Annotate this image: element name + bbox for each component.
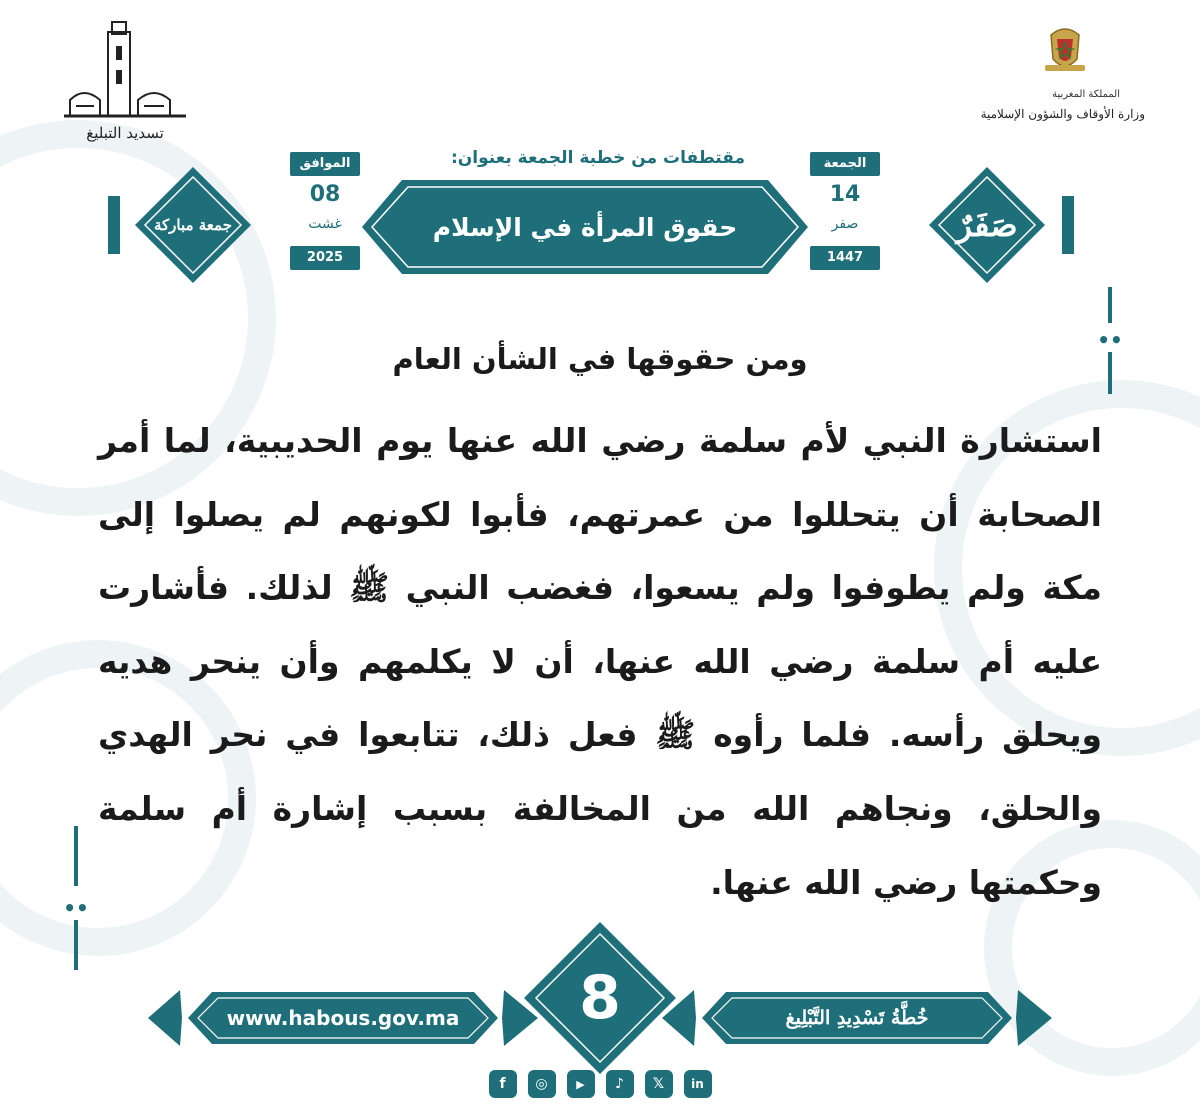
ministry-logo — [965, 25, 1145, 135]
gregorian-year: 2025 — [290, 246, 360, 270]
hijri-month: صفر — [831, 216, 859, 232]
left-ornament-line — [74, 920, 78, 970]
left-ornament-icon: •• — [63, 896, 89, 920]
plan-banner — [662, 986, 1052, 1050]
gregorian-month: غشت — [308, 216, 342, 232]
mosque-icon — [60, 20, 190, 124]
title-banner — [350, 180, 820, 274]
ministry-name: وزارة الأوقاف والشؤون الإسلامية — [980, 107, 1145, 121]
right-ornament-line — [1108, 287, 1112, 323]
hijri-day: 14 — [829, 182, 861, 207]
section-heading: ومن حقوقها في الشأن العام — [392, 342, 808, 376]
tiktok-icon[interactable]: ♪ — [606, 1070, 634, 1098]
website-banner — [148, 986, 538, 1050]
plan-label: خُطَّةُ تَسْدِيدِ التَّبْلِيغ — [785, 1007, 929, 1029]
khutba-title: حقوق المرأة في الإسلام — [432, 212, 738, 242]
jumua-badge — [133, 165, 253, 285]
right-ornament-icon: •• — [1097, 328, 1123, 352]
coat-of-arms-icon — [1043, 25, 1087, 75]
gregorian-date — [290, 152, 360, 272]
page-number-badge — [522, 920, 678, 1076]
page-number: 8 — [579, 963, 621, 1033]
right-ornament-line — [1108, 352, 1112, 394]
body-paragraph: استشارة النبي لأم سلمة رضي الله عنها يوم الحديبية، لما أمر الصحابة أن يتحللوا من عمرتهم، فأبوا لكونهم لم يصلوا إلى مكة ولم يطوفوا ولم يسعوا، فغضب النبي ﷺ لذلك. فأشارت عليه أم سلمة رضي الله عنها، أن لا يكلمهم وأن ينحر هديه ويحلق رأسه. فلما رأوه ﷺ فعل ذلك، تتابعوا في نحر الهدي والحلق، ونجاهم الله من المخالفة بسبب إشارة أم سلمة وحكمتها رضي الله عنها. — [98, 421, 1102, 902]
left-side-bar — [108, 196, 120, 254]
gregorian-day: 08 — [309, 182, 341, 207]
gregorian-date-label: الموافق — [290, 152, 360, 176]
month-badge-text: صَفَرٌ — [956, 206, 1018, 244]
hijri-year: 1447 — [810, 246, 880, 270]
left-ornament-line — [74, 826, 78, 886]
facebook-icon[interactable]: f — [489, 1070, 517, 1098]
right-side-bar — [1062, 196, 1074, 254]
hijri-date-label: الجمعة — [810, 152, 880, 176]
month-badge — [927, 165, 1047, 285]
youtube-icon[interactable]: ▶ — [567, 1070, 595, 1098]
x-icon[interactable]: 𝕏 — [645, 1070, 673, 1098]
left-logo-caption: تسديد التبليغ — [86, 124, 164, 142]
website-link[interactable]: www.habous.gov.ma — [226, 1006, 460, 1030]
tasdid-tabligh-logo — [60, 20, 190, 140]
social-links — [482, 1070, 718, 1100]
kingdom-label: المملكة المغربية — [1052, 89, 1120, 100]
linkedin-icon[interactable]: in — [684, 1070, 712, 1098]
instagram-icon[interactable]: ◎ — [528, 1070, 556, 1098]
hijri-date — [810, 152, 880, 272]
jumua-badge-text: جمعة مباركة — [153, 216, 232, 234]
khutba-subtitle: مقتطفات من خطبة الجمعة بعنوان: — [451, 148, 745, 168]
